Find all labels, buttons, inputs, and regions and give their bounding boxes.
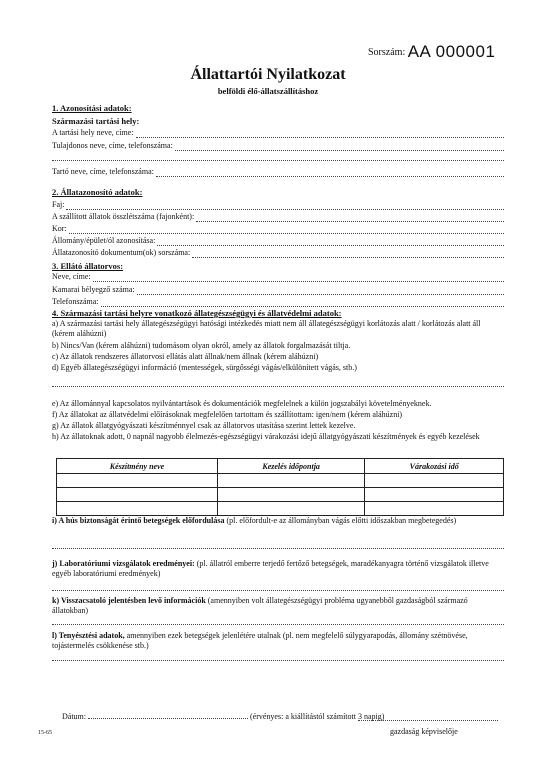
table-cell[interactable] (57, 474, 218, 488)
table-cell[interactable] (217, 502, 365, 516)
table-row (57, 488, 504, 502)
col-product-name: Készítmény neve (57, 459, 218, 474)
total-count-field[interactable]: A szállított állatok összlétszáma (fajonként): (52, 212, 504, 222)
validity-note: (érvényes: a kiállítástól számított 3 napig) (250, 712, 385, 721)
form-title: Állattartói Nyilatkozat (190, 66, 346, 83)
keeper-field[interactable]: Tartó neve, címe, telefonszáma: (52, 167, 504, 177)
section-4-heading: 4. Származási tartási helyre vonatkozó állategészségügyi és állatvédelmi adatok: (52, 308, 342, 318)
section-2-heading: 2. Állatazonosító adatok: (52, 187, 143, 197)
table-cell[interactable] (365, 502, 504, 516)
form-code: 15-65 (38, 730, 52, 736)
age-field[interactable]: Kor: (52, 224, 504, 234)
table-cell[interactable] (57, 488, 218, 502)
item-g: g) Az állatok állatgyógyászati készítménnyel csak az állatorvos utasítása szerint lettek kezelve. (52, 421, 356, 430)
table-cell[interactable] (217, 488, 365, 502)
table-row (57, 502, 504, 516)
item-k-line[interactable] (52, 624, 504, 625)
item-i-line[interactable] (52, 548, 504, 549)
item-l-line[interactable] (52, 660, 504, 661)
col-withdrawal-period: Várakozási idő (365, 459, 504, 474)
date-label: Dátum: (62, 712, 86, 721)
item-d-line-1[interactable] (52, 386, 504, 387)
item-e: e) Az állománnyal kapcsolatos nyilvántartások és dokumentációk megfelelnek a külön jogszabályi követelményeknek. (52, 399, 432, 408)
table-cell[interactable] (365, 474, 504, 488)
item-j-line[interactable] (52, 590, 504, 591)
vet-stamp-field[interactable]: Kamarai bélyegző száma: (52, 285, 504, 295)
item-k: k) Visszacsatoló jelentésben levő információk (amennyiben volt állategészségügyi probléma ugyanebből gazdaságból származó állatokban) (52, 596, 468, 615)
item-f: f) Az állatokat az állatvédelmi előírásoknak megfelelően tartottam és szállítottam: igen/nem (kérem aláhúzni) (52, 410, 403, 419)
signature-label: gazdaság képviselője (390, 727, 458, 736)
section-3-heading: 3. Ellátó állatorvos: (52, 261, 124, 271)
vet-name-field[interactable]: Neve, címe: (52, 272, 504, 282)
table-cell[interactable] (57, 502, 218, 516)
col-treatment-date: Kezelés időpontja (217, 459, 365, 474)
holding-name-field[interactable]: A tartási hely neve, címe: (52, 128, 504, 138)
item-h: h) Az állatoknak adott, 0 napnál nagyobb élelmezés-egészségügyi várakozási idejű állatgyógyászati készítmények és egyéb kezelések (52, 432, 480, 441)
date-row (62, 711, 384, 721)
owner-field-extra-line[interactable] (52, 160, 504, 161)
species-field[interactable]: Faj: (52, 200, 504, 210)
id-docs-field[interactable]: Állatazonosító dokumentum(ok) sorszáma: (52, 248, 504, 258)
serial-number (368, 42, 495, 62)
table-cell[interactable] (217, 474, 365, 488)
item-c: c) Az állatok rendszeres állatorvosi ellátás alatt állnak/nem állnak (kérem aláhúzni) (52, 352, 319, 361)
holding-id-field[interactable]: Állomány/épület/ól azonosítása: (52, 236, 504, 246)
date-field[interactable] (88, 711, 248, 719)
item-l: l) Tenyésztési adatok, amennyiben ezek betegségek jelenlétére utalnak (pl. nem megfelelő súlygyarapodás, állomány szétnövése, tojástermelés csökkenése stb.) (52, 631, 468, 650)
item-a: a) A származási tartási hely állategészségügyi hatósági intézkedés miatt nem áll állategészségügyi korlátozás alatt / korlátozás alatt áll (kérem aláhúzni) (52, 319, 481, 338)
form-subtitle: belföldi élő-állatszállításhoz (217, 86, 319, 96)
table-row (57, 474, 504, 488)
item-b: b) Nincs/Van (kérem aláhúzni) tudomásom olyan okról, amely az állatok forgalmazását tiltja. (52, 341, 351, 350)
serial-value: AA 000001 (407, 42, 496, 61)
table-cell[interactable] (365, 488, 504, 502)
item-j: j) Laboratóriumi vizsgálatok eredményei: (pl. állatról emberre terjedő fertőző betegségek, maradékanyagra történő vizsgálatok illetve egyéb laboratóriumi eredmények) (52, 559, 489, 578)
owner-field[interactable]: Tulajdonos neve, címe, telefonszáma: (52, 141, 504, 151)
medication-table (56, 458, 504, 516)
section-1-heading: 1. Azonosítási adatok: (52, 103, 132, 113)
origin-subheading: Származási tartási hely: (52, 116, 140, 126)
signature-field[interactable] (358, 720, 498, 721)
item-d: d) Egyéb állategészségügyi információ (mentességek, sürgősségi vágás/elkülönített vágás, stb.) (52, 363, 357, 372)
serial-label: Sorszám: (368, 47, 406, 58)
vet-phone-field[interactable]: Telefonszáma: (52, 297, 504, 307)
item-i: i) A hús biztonságát érintő betegségek előfordulása (pl. előfordult-e az állományban vágás előtti időszakban megbetegedés) (52, 516, 457, 525)
